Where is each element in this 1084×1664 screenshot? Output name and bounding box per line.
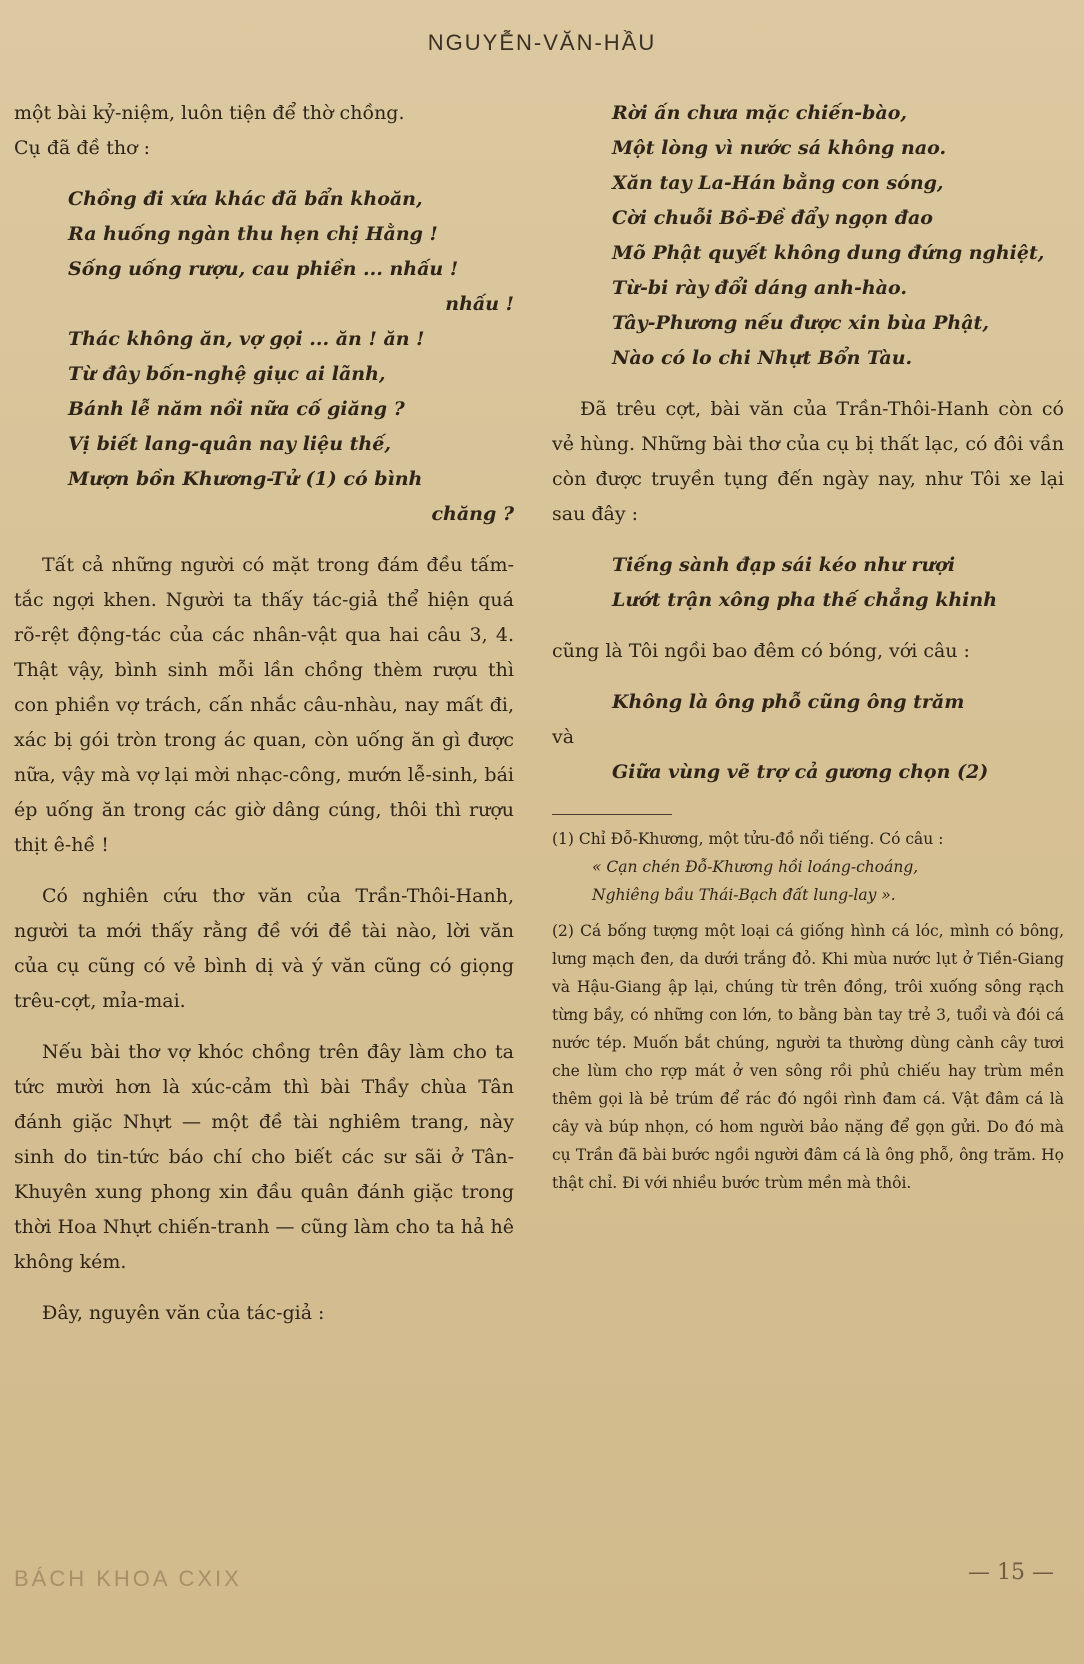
poem-line: Từ đây bốn-nghệ giục ai lãnh, xyxy=(68,363,386,385)
poem-line: Mõ Phật quyết không dung đứng nghiệt, xyxy=(612,242,1045,264)
running-header: NGUYỄN-VĂN-HẦU xyxy=(427,30,657,55)
paragraph: Nếu bài thơ vợ khóc chồng trên đây làm cho ta tức mười hơn là xúc-cảm thì bài Thầy chùa Tân đánh giặc Nhựt — một đề tài nghiêm trang, này sinh do tin-tức báo chí cho biết các sư sãi ở Tân-Khuyên xung phong xin đầu quân đánh giặc trong thời Hoa Nhựt chiến-tranh — cũng làm cho ta hả hê không kém. xyxy=(14,1041,514,1273)
paragraph: Đây, nguyên văn của tác-giả : xyxy=(42,1302,325,1324)
quoted-verse: Không là ông phỗ cũng ông trăm xyxy=(612,691,965,713)
poem-line: Xăn tay La-Hán bằng con sóng, xyxy=(612,172,944,194)
left-column xyxy=(14,96,514,1331)
poem-line: Mượn bồn Khương-Tử (1) có bình xyxy=(68,468,423,490)
poem-line: Rời ấn chưa mặc chiến-bào, xyxy=(612,102,908,124)
poem-line: Nào có lo chi Nhựt Bổn Tàu. xyxy=(612,347,913,369)
poem xyxy=(14,182,514,532)
poem-line: Thác không ăn, vợ gọi ... ăn ! ăn ! xyxy=(68,328,425,350)
footnote-divider xyxy=(552,814,672,815)
quoted-verse: Tiếng sành đạp sái kéo như rượi xyxy=(612,554,956,576)
poem-line: chăng ? xyxy=(431,503,514,525)
paragraph: Đã trêu cợt, bài văn của Trần-Thôi-Hanh còn có vẻ hùng. Những bài thơ của cụ bị thất lạc, có đôi vần còn được truyền tụng đến ngày nay, như Tôi xe lại sau đây : xyxy=(552,398,1064,525)
paragraph: cũng là Tôi ngồi bao đêm có bóng, với câu : xyxy=(552,640,970,662)
poem-line: Ra huống ngàn thu hẹn chị Hằng ! xyxy=(68,223,438,245)
poem-line: Vị biết lang-quân nay liệu thế, xyxy=(68,433,391,455)
poem-line: Từ-bi rày đổi dáng anh-hào. xyxy=(612,277,907,299)
footnote-verse: Nghiêng bầu Thái-Bạch đất lung-lay ». xyxy=(592,886,896,904)
paragraph: Cụ đã đề thơ : xyxy=(14,137,150,159)
footnote: (1) Chỉ Đỗ-Khương, một tửu-đồ nổi tiếng. Có câu : xyxy=(552,830,944,848)
conjunction: và xyxy=(552,726,575,748)
paragraph: Có nghiên cứu thơ văn của Trần-Thôi-Hanh, người ta mới thấy rằng đề với đề tài nào, lời văn của cụ cũng có vẻ bình dị và ý văn cũng có giọng trêu-cợt, mỉa-mai. xyxy=(14,885,514,1012)
magazine-name: BÁCH KHOA CXIX xyxy=(14,1566,242,1591)
page-number: — 15 — xyxy=(968,1560,1054,1585)
poem xyxy=(552,96,1064,376)
poem-line: Sống uống rượu, cau phiền ... nhấu ! xyxy=(68,258,459,280)
poem-line: Một lòng vì nước sá không nao. xyxy=(612,137,947,159)
paragraph: một bài kỷ-niệm, luôn tiện để thờ chồng. xyxy=(14,102,405,124)
paragraph: Tất cả những người có mặt trong đám đều tấm-tắc ngợi khen. Người ta thấy tác-giả thể hiện quá rõ-rệt động-tác của các nhân-vật qua hai câu 3, 4. Thật vậy, bình sinh mỗi lần chồng thèm rượu thì con phiền vợ trách, cấn nhắc câu-nhàu, nay mất đi, xác bị gói tròn trong ác quan, còn uống ăn gì được nữa, vậy mà vợ lại mời nhạc-công, mướn lễ-sinh, bái ép uống ăn trong các giờ dâng cúng, thôi thì rượu thịt ê-hề ! xyxy=(14,554,514,856)
poem-line: Cời chuỗi Bồ-Đề đẩy ngọn đao xyxy=(612,207,933,229)
footnote-verse: « Cạn chén Đỗ-Khương hồi loáng-choáng, xyxy=(592,858,919,876)
footnote: (2) Cá bống tượng một loại cá giống hình cá lóc, mình có bông, lưng mạch đen, da dưới trắng đỏ. Khi mùa nước lụt ở Tiền-Giang và Hậu-Giang ập lại, chúng từ trên đồng, trôi xuống sông rạch từng bầy, có những con lớn, to bằng bàn tay trẻ 3, tuổi và đói cá nước tép. Muốn bắt chúng, người ta thường dùng cành cây tươi che lùm cho rợp mát ở ven sông rồi phủ chiếu hay trùm mền thêm gọi là bẻ trúm để rác đó ngồi rình đam cá. Vật đâm cá là cây và búp nhọn, có hom người bảo nặng để gọn gửi. Do đó mà cụ Trần đã bài bước ngồi người đâm cá là ông phỗ, ông trăm. Họ thật chỉ. Đi với nhiều bước trùm mền mà thôi. xyxy=(552,922,1064,1192)
poem-line: Bánh lễ năm nồi nữa cố giăng ? xyxy=(68,398,405,420)
poem-line: Chồng đi xứa khác đã bẩn khoăn, xyxy=(68,188,423,210)
quoted-verse: Lướt trận xông pha thế chẳng khinh xyxy=(612,589,998,611)
right-column xyxy=(552,96,1064,1197)
poem-line: nhấu ! xyxy=(445,293,514,315)
poem-line: Tây-Phương nếu được xin bùa Phật, xyxy=(612,312,989,334)
quoted-verse: Giữa vùng vẽ trợ cả gương chọn (2) xyxy=(612,761,989,783)
